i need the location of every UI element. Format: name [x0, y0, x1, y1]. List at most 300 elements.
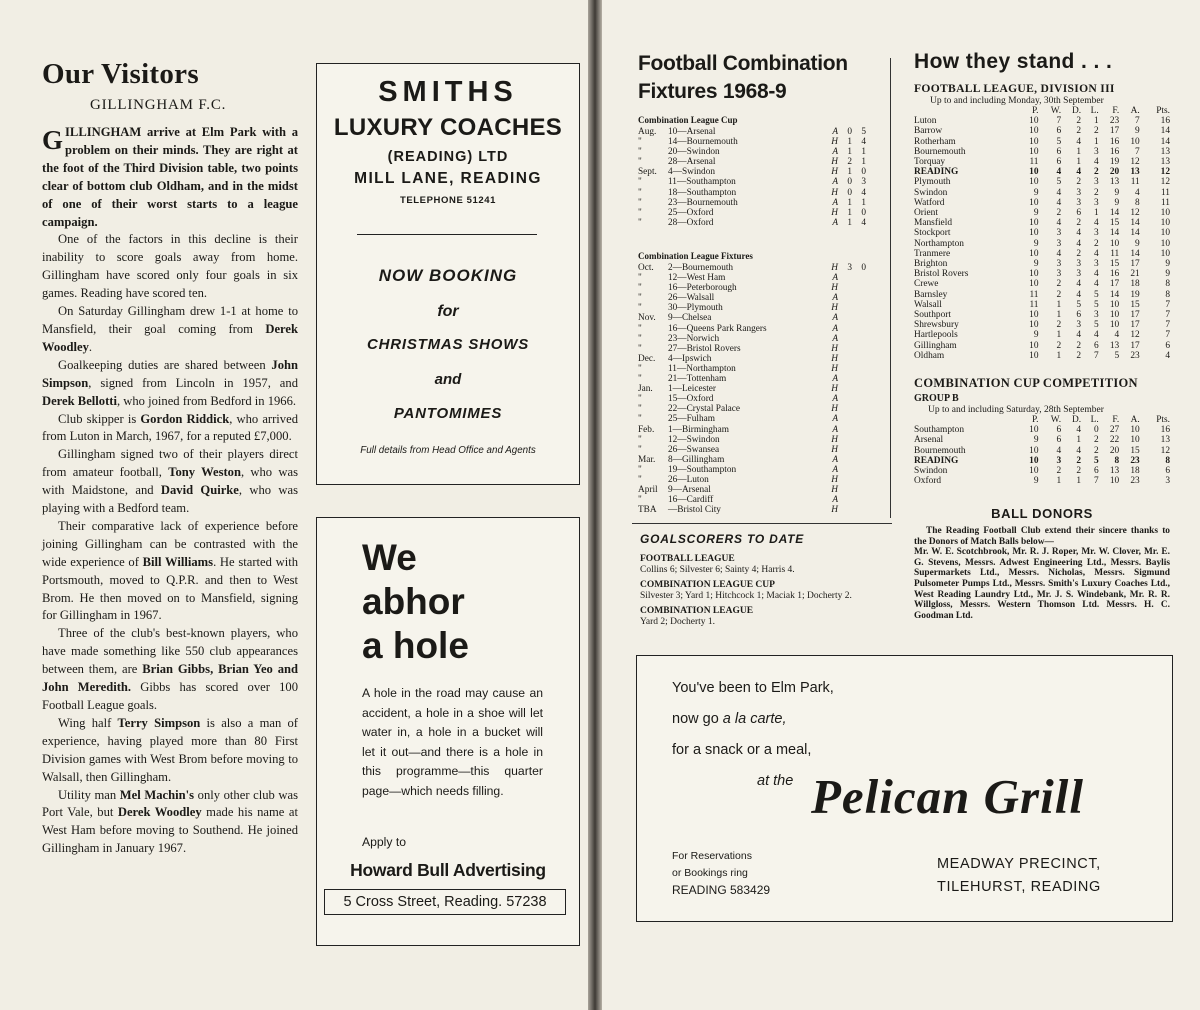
stat-cell: 14 — [1130, 218, 1140, 229]
fixture-score-against: 1 — [861, 197, 866, 208]
stat-cell: 9 — [1033, 259, 1039, 270]
standings-row — [914, 269, 1170, 279]
stat-cell: 4 — [1056, 197, 1062, 208]
fixture-opponent: 26—Luton — [668, 474, 709, 485]
fixture-month: " — [638, 434, 642, 445]
fixture-month: " — [638, 414, 642, 425]
stat-cell: 2 — [1094, 167, 1099, 178]
fixture-opponent: 12—West Ham — [668, 273, 726, 284]
stat-cell: 9 — [1114, 187, 1120, 198]
stat-cell: 4 — [1076, 289, 1082, 300]
fixture-month: " — [638, 464, 642, 475]
fixture-opponent: 28—Oxford — [668, 217, 714, 228]
stat-cell: 23 — [1109, 116, 1120, 127]
fixture-score-for — [838, 313, 852, 323]
stat-cell: 2 — [1094, 445, 1099, 456]
fixture-score-for — [838, 414, 852, 424]
stat-cell: 13 — [1109, 340, 1120, 351]
fixtures-label: Combination League Fixtures — [638, 251, 753, 261]
stat-cell: 22 — [1109, 435, 1120, 446]
stat-cell: 10 — [1160, 218, 1170, 229]
fixture-score-for — [838, 425, 852, 435]
fixture-score-against: 3 — [861, 177, 866, 188]
team-name: Arsenal — [914, 435, 944, 446]
fixture-month: Mar. — [638, 454, 656, 465]
fixture-opponent: 16—Peterborough — [668, 283, 737, 294]
fixture-venue: A — [832, 197, 838, 208]
fixture-row — [638, 425, 866, 435]
fixture-score-for — [838, 465, 852, 475]
team-name: Swindon — [914, 466, 948, 477]
ad-line: for a snack or a meal, — [672, 742, 812, 758]
fixture-score-against: 4 — [861, 137, 866, 148]
fixture-venue: A — [832, 394, 838, 405]
table-header-col: L. — [1090, 415, 1099, 425]
stat-cell: 2 — [1056, 320, 1062, 331]
team-name: Barrow — [914, 126, 943, 137]
team-name: Bristol Rovers — [914, 269, 969, 280]
article-paragraph: On Saturday Gillingham drew 1-1 at home to Mansfield, their goal coming from Derek Woodley. — [42, 304, 298, 354]
standings-row — [914, 177, 1170, 187]
stat-cell: 6 — [1076, 208, 1082, 219]
stat-cell: 10 — [1029, 197, 1039, 208]
team-name: Watford — [914, 197, 945, 208]
stat-cell: 3 — [1076, 320, 1082, 331]
fixture-opponent: 9—Chelsea — [668, 313, 712, 324]
fixture-score-against — [852, 485, 866, 495]
stat-cell: 10 — [1130, 425, 1140, 436]
stat-cell: 4 — [1076, 279, 1082, 290]
fixture-opponent: 18—Southampton — [668, 187, 737, 198]
stat-cell: 4 — [1076, 330, 1082, 341]
stat-cell: 9 — [1033, 187, 1039, 198]
stat-cell: 2 — [1076, 248, 1082, 259]
ad-apply: Apply to — [362, 835, 407, 849]
fixture-score-for — [838, 435, 852, 445]
fixture-score-against — [852, 364, 866, 374]
fixture-month: " — [638, 474, 642, 485]
stat-cell: 10 — [1029, 455, 1039, 466]
fixture-opponent: 14—Bournemouth — [668, 137, 738, 148]
stat-cell: 10 — [1029, 167, 1039, 178]
stat-cell: 11 — [1029, 289, 1039, 300]
fixture-venue: A — [832, 147, 838, 158]
fixture-venue: H — [831, 137, 838, 148]
stat-cell: 17 — [1130, 259, 1140, 270]
ad-footer: Full details from Head Office and Agents — [360, 445, 536, 456]
fixture-month: " — [638, 444, 642, 455]
fixture-venue: H — [831, 303, 838, 314]
fixture-score-for — [838, 344, 852, 354]
fixture-opponent: 20—Swindon — [668, 147, 720, 158]
stat-cell: 19 — [1130, 289, 1140, 300]
fixture-row — [638, 354, 866, 364]
stat-cell: 4 — [1076, 136, 1082, 147]
stat-cell: 15 — [1130, 299, 1140, 310]
stat-cell: 16 — [1160, 116, 1170, 127]
scorers-title: GOALSCORERS TO DATE — [640, 532, 805, 546]
fixture-month: " — [638, 137, 642, 148]
stat-cell: 10 — [1029, 146, 1039, 157]
stat-cell: 17 — [1130, 310, 1140, 321]
fixture-row — [638, 485, 866, 495]
fixture-row — [638, 404, 866, 414]
fixture-opponent: 8—Gillingham — [668, 454, 725, 465]
stat-cell: 4 — [1094, 157, 1099, 168]
fixture-month: Feb. — [638, 424, 655, 435]
stat-cell: 12 — [1130, 157, 1140, 168]
team-name: Rotherham — [914, 136, 956, 147]
fixture-venue: A — [832, 217, 838, 228]
fixture-month: Sept. — [638, 167, 657, 178]
standings-row — [914, 320, 1170, 330]
fixture-month: " — [638, 187, 642, 198]
stat-cell: 8 — [1114, 455, 1120, 466]
ad-divider — [357, 234, 537, 235]
ad-line: at the — [757, 773, 794, 789]
stat-cell: 12 — [1160, 167, 1170, 178]
table-header-col: Pts. — [1156, 106, 1170, 116]
team-name: Luton — [914, 116, 937, 127]
fixture-opponent: 28—Arsenal — [668, 157, 716, 168]
ad-brand-name: SMITHS — [378, 76, 518, 108]
stat-cell: 20 — [1109, 445, 1120, 456]
stat-cell: 10 — [1029, 248, 1039, 259]
stat-cell: 10 — [1029, 466, 1039, 477]
article-paragraph: Their comparative lack of experience before joining Gillingham can be contrasted with the wide experience of Bill Williams. He started with Portsmouth, moved to Q.P.R. and then to West Brom. He then moved on to Mansfield, signing for Gillingham in 1967. — [42, 518, 298, 623]
stat-cell: 4 — [1094, 269, 1099, 280]
stat-cell: 10 — [1029, 228, 1039, 239]
fixture-score-against — [852, 465, 866, 475]
stat-cell: 5 — [1114, 350, 1120, 361]
fixture-opponent: 21—Tottenham — [668, 374, 727, 385]
fixture-month: " — [638, 343, 642, 354]
fixture-row — [638, 445, 866, 455]
fixture-score-against: 0 — [861, 167, 866, 178]
stat-cell: 10 — [1029, 340, 1039, 351]
stat-cell: 5 — [1076, 299, 1082, 310]
team-name: Gillingham — [914, 340, 957, 351]
article-lead: GILLINGHAM arrive at Elm Park with a problem on their minds. They are right at the foot of the Third Division table, two points clear of bottom club Oldham, and in the midst of one of their worst starts to a league campaign. — [42, 125, 298, 229]
fixture-month: " — [638, 283, 642, 294]
fixture-venue: A — [832, 464, 838, 475]
stat-cell: 2 — [1076, 126, 1082, 137]
fixture-score-for — [838, 394, 852, 404]
fixture-row — [638, 293, 866, 303]
fixture-row — [638, 374, 866, 384]
stat-cell: 4 — [1094, 248, 1099, 259]
fixture-row — [638, 455, 866, 465]
stat-cell: 8 — [1165, 289, 1170, 300]
fixture-venue: A — [832, 323, 838, 334]
fixture-row — [638, 344, 866, 354]
stat-cell: 10 — [1109, 299, 1120, 310]
table-header-col: L. — [1090, 106, 1099, 116]
table-header-col: W. — [1050, 106, 1062, 116]
stat-cell: 5 — [1094, 289, 1099, 300]
stat-cell: 17 — [1130, 340, 1140, 351]
stat-cell: 10 — [1109, 238, 1120, 249]
stat-cell: 3 — [1056, 228, 1062, 239]
stat-cell: 13 — [1130, 167, 1140, 178]
stat-cell: 2 — [1094, 126, 1099, 137]
fixture-score-against — [852, 394, 866, 404]
fixture-month: " — [638, 303, 642, 314]
stat-cell: 10 — [1130, 435, 1140, 446]
stat-cell: 7 — [1165, 320, 1170, 331]
standings-row — [914, 126, 1170, 136]
stat-cell: 3 — [1094, 197, 1099, 208]
stat-cell: 4 — [1094, 330, 1099, 341]
fixture-opponent: 22—Crystal Palace — [668, 404, 741, 415]
stat-cell: 2 — [1076, 177, 1082, 188]
fixture-opponent: 26—Swansea — [668, 444, 720, 455]
fixture-month: Dec. — [638, 353, 656, 364]
fixture-row — [638, 334, 866, 344]
stat-cell: 1 — [1056, 310, 1062, 321]
stat-cell: 11 — [1029, 157, 1039, 168]
fixture-row — [638, 465, 866, 475]
stat-cell: 9 — [1033, 208, 1039, 219]
table-header-team — [914, 106, 1018, 116]
fixture-score-for: 1 — [847, 137, 852, 148]
standings-row — [914, 290, 1170, 300]
stat-cell: 10 — [1029, 126, 1039, 137]
fixture-month: " — [638, 495, 642, 506]
fixture-venue: A — [832, 454, 838, 465]
ad-headline: We abhor a hole — [362, 537, 469, 666]
reservations-info: For Reservations or Bookings ring READING 583429 — [672, 850, 771, 897]
stat-cell: 13 — [1160, 435, 1170, 446]
fixture-score-against — [852, 283, 866, 293]
standings-row — [914, 167, 1170, 177]
stat-cell: 16 — [1109, 146, 1120, 157]
stat-cell: 1 — [1056, 299, 1062, 310]
fixture-score-for — [838, 273, 852, 283]
stat-cell: 19 — [1109, 157, 1120, 168]
stat-cell: 8 — [1165, 279, 1170, 290]
fixture-score-against — [852, 303, 866, 313]
team-name: Oldham — [914, 350, 945, 361]
fixture-score-for — [838, 495, 852, 505]
fixture-month: " — [638, 404, 642, 415]
fixture-opponent: 26—Walsall — [668, 293, 715, 304]
stat-cell: 9 — [1165, 269, 1170, 280]
table-header-col: P. — [1031, 106, 1039, 116]
standings-row — [914, 435, 1170, 445]
fixture-month: " — [638, 207, 642, 218]
stat-cell: 4 — [1056, 218, 1062, 229]
section-divider — [632, 523, 892, 524]
fixture-opponent: 15—Oxford — [668, 394, 714, 405]
stat-cell: 8 — [1165, 455, 1170, 466]
team-name: Oxford — [914, 476, 942, 487]
fixture-score-against — [852, 273, 866, 283]
fixture-month: " — [638, 394, 642, 405]
stat-cell: 7 — [1094, 350, 1099, 361]
standings-row — [914, 446, 1170, 456]
article-paragraph: Gillingham signed two of their players direct from amateur football, Tony Weston, who was with Maidstone, and David Quirke, who was playing with a Bedford team. — [42, 447, 298, 516]
league-heading: FOOTBALL LEAGUE, DIVISION III — [914, 82, 1115, 95]
fixture-score-for: 1 — [847, 207, 852, 218]
stat-cell: 1 — [1076, 435, 1082, 446]
pelican-grill-ad — [636, 655, 1173, 922]
fixture-opponent: 23—Bournemouth — [668, 197, 738, 208]
standings-title: How they stand . . . — [914, 50, 1113, 73]
standings-row — [914, 239, 1170, 249]
fixture-venue: H — [831, 404, 838, 415]
fixture-score-against — [852, 324, 866, 334]
fixture-venue: A — [832, 333, 838, 344]
stat-cell: 6 — [1056, 425, 1062, 436]
fixture-score-against — [852, 404, 866, 414]
fixture-score-against — [852, 425, 866, 435]
stat-cell: 11 — [1110, 248, 1120, 259]
stat-cell: 0 — [1094, 425, 1099, 436]
stat-cell: 17 — [1130, 320, 1140, 331]
standings-row — [914, 300, 1170, 310]
donors-text: The Reading Football Club extend their sincere thanks to the Donors of Match Balls below— Mr. W. E. Scotchbrook, Mr. R. J. Roper, Mr. W. Clover, Mr. E. G. Stevens, Messrs. Adwest Engineering Ltd., Messrs. Baylis Supermarkets Ltd., Messrs. Nicholas, Messrs. Sigmund Pulsometer Pumps Ltd., Messrs. Smith's Luxury Coaches Ltd., West Reading Laundry Ltd., Mr. J. S. Windebank, Mr. R. R. Willgloss, Messrs. Western Thomson Ltd. Messrs. H. C. Goodman Ltd. — [914, 526, 1170, 621]
stat-cell: 7 — [1056, 116, 1062, 127]
stat-cell: 4 — [1076, 238, 1082, 249]
standings-row — [914, 147, 1170, 157]
article-paragraph: Utility man Mel Machin's only other club was Port Vale, but Derek Woodley made his name at West Ham before moving to Southend. He joined Gillingham in January 1967. — [42, 787, 298, 856]
fixture-row — [638, 364, 866, 374]
stat-cell: 14 — [1160, 136, 1170, 147]
stat-cell: 27 — [1109, 425, 1120, 436]
stat-cell: 3 — [1076, 269, 1082, 280]
fixture-score-against — [852, 384, 866, 394]
stat-cell: 3 — [1056, 259, 1062, 270]
stat-cell: 9 — [1135, 126, 1140, 137]
stat-cell: 2 — [1094, 187, 1099, 198]
stat-cell: 1 — [1094, 208, 1099, 219]
team-name: Southampton — [914, 425, 965, 436]
team-name: Mansfield — [914, 218, 953, 229]
stat-cell: 1 — [1056, 476, 1062, 487]
stat-cell: 2 — [1076, 455, 1082, 466]
stat-cell: 3 — [1094, 228, 1099, 239]
standings-row — [914, 157, 1170, 167]
standings-row — [914, 188, 1170, 198]
fixture-score-for — [838, 354, 852, 364]
fixture-month: " — [638, 323, 642, 334]
fixture-venue: H — [831, 384, 838, 395]
table-header-col: P. — [1031, 415, 1039, 425]
stat-cell: 10 — [1029, 269, 1039, 280]
stat-cell: 16 — [1109, 136, 1120, 147]
stat-cell: 10 — [1029, 218, 1039, 229]
fixture-score-for — [838, 455, 852, 465]
fixture-venue: H — [831, 353, 838, 364]
fixture-venue: A — [832, 414, 838, 425]
fixture-score-for — [838, 303, 852, 313]
stat-cell: 2 — [1076, 218, 1082, 229]
standings-row — [914, 259, 1170, 269]
fixture-month: Nov. — [638, 313, 656, 324]
stat-cell: 14 — [1130, 248, 1140, 259]
fixture-score-against — [852, 505, 866, 515]
stat-cell: 6 — [1094, 340, 1099, 351]
fixture-row — [638, 273, 866, 283]
stat-cell: 3 — [1094, 146, 1099, 157]
stat-cell: 1 — [1056, 350, 1062, 361]
stat-cell: 21 — [1130, 269, 1140, 280]
table-header-team — [914, 415, 1018, 425]
stat-cell: 10 — [1160, 238, 1170, 249]
fixture-score-against: 4 — [861, 187, 866, 198]
team-name: Southport — [914, 310, 951, 321]
column-divider — [890, 58, 891, 518]
fixture-venue: A — [832, 273, 838, 284]
table-header-col: F. — [1112, 415, 1120, 425]
stat-cell: 1 — [1094, 136, 1099, 147]
team-name: Crewe — [914, 279, 939, 290]
stat-cell: 4 — [1094, 218, 1099, 229]
stat-cell: 23 — [1130, 350, 1140, 361]
stat-cell: 3 — [1094, 259, 1099, 270]
scorers-block: FOOTBALL LEAGUE Collins 6; Silvester 6; Sainty 4; Harris 4. COMBINATION LEAGUE CUP Silvester 3; Yard 1; Hitchcock 1; Maciak 1; Docherty 2. COMBINATION LEAGUE Yard 2; Docherty 1. — [640, 554, 852, 627]
fixtures-title: Football Combination Fixtures 1968-9 — [638, 52, 848, 103]
fixture-opponent: 2—Bournemouth — [668, 263, 734, 273]
team-name: READING — [914, 167, 959, 178]
team-name: Shrewsbury — [914, 320, 959, 331]
fixture-month: " — [638, 333, 642, 344]
fixture-month: TBA — [638, 505, 657, 516]
fixture-row — [638, 127, 866, 137]
team-name: Barnsley — [914, 289, 948, 300]
fixture-score-for: 0 — [847, 127, 852, 137]
fixture-venue: H — [831, 283, 838, 294]
fixture-month: " — [638, 374, 642, 385]
stat-cell: 17 — [1109, 279, 1120, 290]
fixture-row — [638, 414, 866, 424]
fixture-opponent: 4—Swindon — [668, 167, 716, 178]
stat-cell: 1 — [1076, 146, 1082, 157]
stat-cell: 2 — [1056, 279, 1062, 290]
stat-cell: 14 — [1130, 228, 1140, 239]
stat-cell: 11 — [1029, 299, 1039, 310]
stat-cell: 1 — [1094, 116, 1099, 127]
fixture-venue: H — [831, 434, 838, 445]
team-name: Plymouth — [914, 177, 951, 188]
stat-cell: 2 — [1076, 116, 1082, 127]
stat-cell: 14 — [1109, 289, 1120, 300]
fixture-score-against: 1 — [861, 147, 866, 158]
standings-row — [914, 351, 1170, 361]
ad-address: MILL LANE, READING — [354, 170, 542, 187]
group-label: GROUP B — [914, 393, 959, 404]
stat-cell: 10 — [1109, 476, 1120, 487]
fixture-opponent: 25—Oxford — [668, 207, 714, 218]
stat-cell: 7 — [1165, 299, 1170, 310]
stat-cell: 2 — [1056, 340, 1062, 351]
fixture-score-against: 5 — [861, 127, 866, 137]
stat-cell: 2 — [1076, 466, 1082, 477]
fixture-score-against — [852, 435, 866, 445]
fixture-row — [638, 303, 866, 313]
standings-row — [914, 341, 1170, 351]
fixture-venue: H — [831, 187, 838, 198]
stat-cell: 4 — [1076, 228, 1082, 239]
stat-cell: 8 — [1135, 197, 1140, 208]
fixture-venue: H — [831, 263, 838, 273]
fixture-opponent: 11—Northampton — [668, 363, 736, 374]
stat-cell: 10 — [1029, 445, 1039, 456]
fixture-venue: H — [831, 474, 838, 485]
fixture-score-for: 3 — [847, 263, 852, 273]
fixture-month: " — [638, 217, 642, 228]
